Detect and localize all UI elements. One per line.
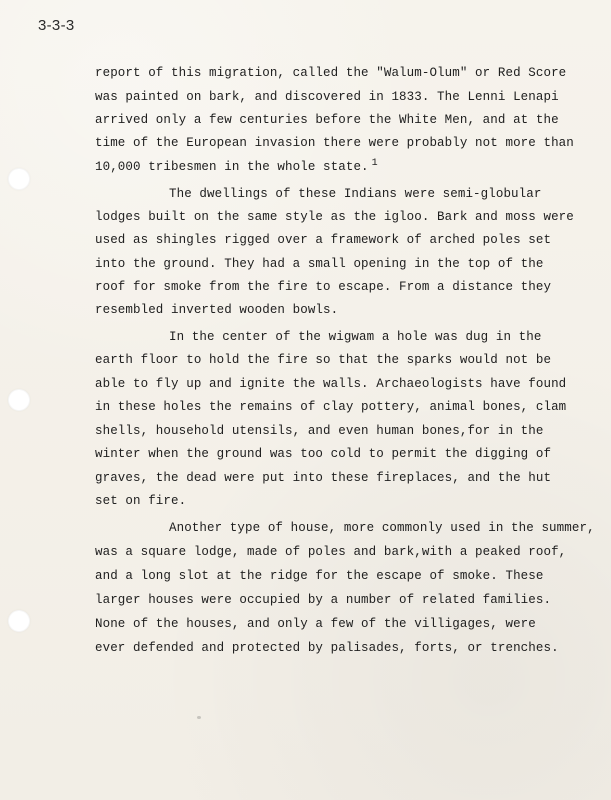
body-line: used as shingles rigged over a framework of arched poles set <box>95 233 552 247</box>
body-line: ever defended and protected by palisades, forts, or trenches. <box>95 641 559 655</box>
body-line-text: 10,000 tribesmen in the whole state. <box>95 160 369 174</box>
body-line: winter when the ground was too cold to permit the digging of <box>95 447 552 461</box>
body-line: resembled inverted wooden bowls. <box>95 303 339 317</box>
body-line: report of this migration, called the "Walum-Olum" or Red Score <box>95 66 567 80</box>
footnote-marker: 1 <box>371 158 378 169</box>
body-line: In the center of the wigwam a hole was dug in the <box>169 330 542 344</box>
body-line: lodges built on the same style as the igloo. Bark and moss were <box>95 210 574 224</box>
body-line: set on fire. <box>95 494 187 508</box>
body-line: earth floor to hold the fire so that the sparks would not be <box>95 353 552 367</box>
body-line: The dwellings of these Indians were semi-globular <box>169 187 542 201</box>
body-line: shells, household utensils, and even human bones,for in the <box>95 424 544 438</box>
body-line: graves, the dead were put into these fireplaces, and the hut <box>95 471 552 485</box>
body-line-with-footnote <box>95 158 378 174</box>
body-line: and a long slot at the ridge for the escape of smoke. These <box>95 569 544 583</box>
body-line: able to fly up and ignite the walls. Archaeologists have found <box>95 377 567 391</box>
punch-hole <box>8 610 30 632</box>
body-line: larger houses were occupied by a number of related families. <box>95 593 552 607</box>
body-line: was painted on bark, and discovered in 1833. The Lenni Lenapi <box>95 90 559 104</box>
page-number: 3-3-3 <box>38 17 75 34</box>
body-line: arrived only a few centuries before the White Men, and at the <box>95 113 559 127</box>
punch-hole <box>8 389 30 411</box>
body-line: in these holes the remains of clay pottery, animal bones, clam <box>95 400 567 414</box>
body-line: was a square lodge, made of poles and bark,with a peaked roof, <box>95 545 567 559</box>
body-line: time of the European invasion there were probably not more than <box>95 136 574 150</box>
body-line: Another type of house, more commonly used in the summer, <box>169 521 595 535</box>
paper-mark <box>197 716 201 719</box>
body-line: into the ground. They had a small opening in the top of the <box>95 257 544 271</box>
body-line: roof for smoke from the fire to escape. From a distance they <box>95 280 552 294</box>
punch-hole <box>8 168 30 190</box>
body-line: None of the houses, and only a few of the villigages, were <box>95 617 536 631</box>
